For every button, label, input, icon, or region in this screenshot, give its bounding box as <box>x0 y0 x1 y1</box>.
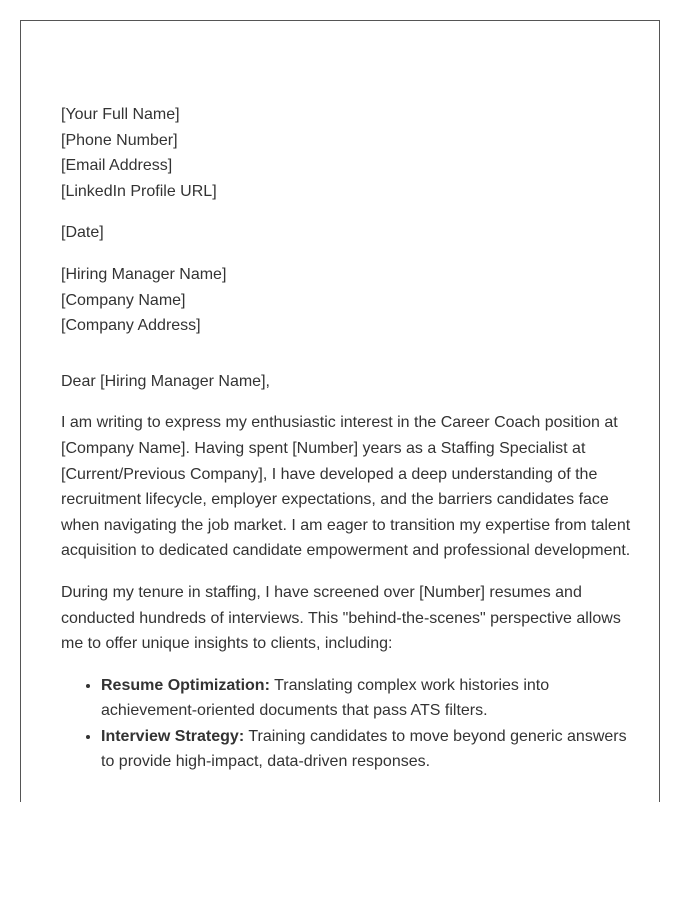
highlight-text: Training candidates to move beyond generic answers to provide high-impact, data-driven responses. <box>101 727 627 771</box>
sender-block <box>61 102 631 204</box>
letter-date <box>61 220 631 246</box>
letter-page <box>20 20 660 802</box>
highlights-list <box>61 673 631 775</box>
recipient-block <box>61 262 631 339</box>
sender-email: [Email Address] <box>61 157 173 175</box>
date-text: [Date] <box>61 224 104 242</box>
salutation: Dear [Hiring Manager Name], <box>61 372 270 390</box>
list-item <box>101 724 631 775</box>
body-paragraph-2: During my tenure in staffing, I have screened over [Number] resumes and conducted hundreds of interviews. This "behind-the-scenes" perspective allows me to offer unique insights to clients, including: <box>61 583 621 653</box>
recipient-name: [Hiring Manager Name] <box>61 265 227 283</box>
highlight-title: Interview Strategy: <box>101 727 245 745</box>
sender-phone: [Phone Number] <box>61 131 178 149</box>
body-paragraph-1: I am writing to express my enthusiastic interest in the Career Coach position at [Company Name]. Having spent [Number] years as a Staffing Specialist at [Current/Previous Company], I have developed a deep understanding of the recruitment lifecycle, employer expectations, and the barriers candidates face when navigating the job market. I am eager to transition my expertise from talent acquisition to dedicated candidate empowerment and professional development. <box>61 414 631 560</box>
highlight-text: Translating complex work histories into achievement-oriented documents that pass ATS filters. <box>101 676 550 720</box>
recipient-company: [Company Name] <box>61 291 186 309</box>
list-item <box>101 673 631 724</box>
sender-linkedin: [LinkedIn Profile URL] <box>61 182 217 200</box>
recipient-address: [Company Address] <box>61 317 201 335</box>
sender-name: [Your Full Name] <box>61 106 180 123</box>
letter-content <box>61 102 631 775</box>
highlight-title: Resume Optimization: <box>101 676 270 694</box>
